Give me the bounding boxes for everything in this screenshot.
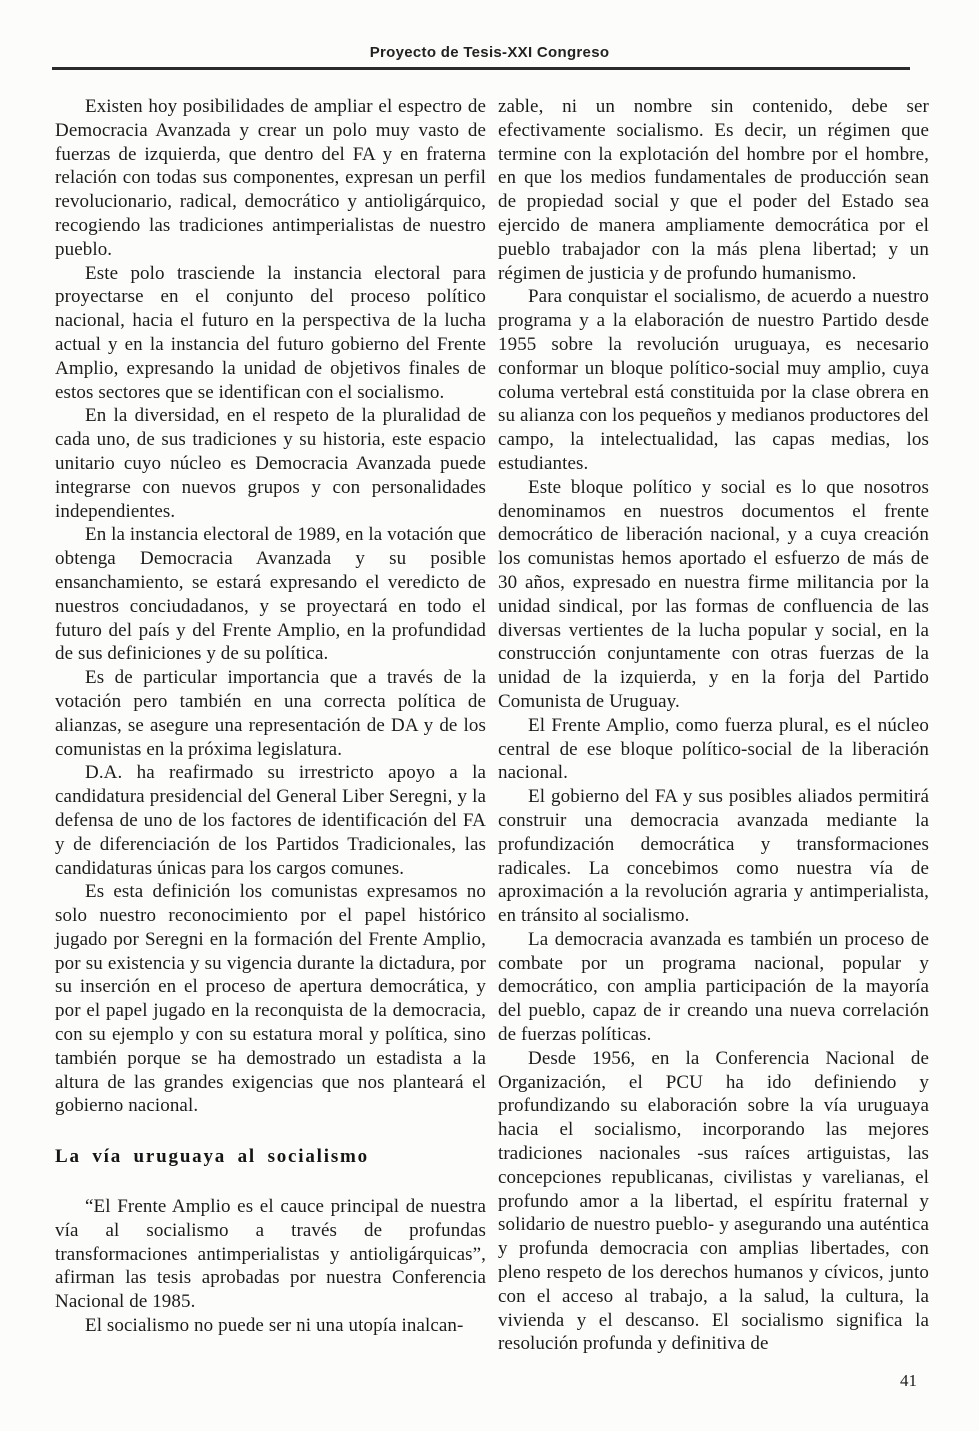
paragraph: Este polo trasciende la instancia electoral para proyectarse en el conjunto del proceso político nacional, hacia el futuro en la perspectiva de la lucha actual y en la instancia del futuro gobierno del Frente Amplio, expresando la unidad de objetivos finales de estos sectores que se identifican con el socialismo. [55,262,486,403]
paragraph: El socialismo no puede ser ni una utopía inalcan- [85,1315,464,1337]
paragraph: zable, ni un nombre sin contenido, debe ser efectivamente socialismo. Es decir, un régimen que termine con la explotación del hombre por el hombre, en que los medios fundamentales de producción sean de propiedad social y que el poder del Estado sea ejercido de manera ampliamente democrática por el pueblo trabajador con la más plena libertad; y un régimen de justicia y de profundo humanismo. [498,96,929,284]
paragraph: D.A. ha reafirmado su irrestricto apoyo a la candidatura presidencial del General Liber Seregni, y la defensa de uno de los factores de identificación del FA y de diferenciación de los Partidos Tradicionales, las candidaturas únicas para los cargos comunes. [55,762,486,879]
left-column [55,95,486,1356]
paragraph: El Frente Amplio, como fuerza plural, es el núcleo central de ese bloque político-social de la liberación nacional. [498,714,929,784]
paragraph: El gobierno del FA y sus posibles aliados permitirá construir una democracia avanzada mediante la profundización democrática y transformaciones radicales. La concebimos como nuestra vía de aproximación a la revolución agraria y antimperialista, en tránsito al socialismo. [498,786,929,927]
paragraph: “El Frente Amplio es el cauce principal de nuestra vía al socialismo a través de profundas transformaciones antimperialistas y antioligárquicas”, afirman las tesis aprobadas por nuestra Conferencia Nacional de 1985. [55,1196,486,1313]
paragraph: En la instancia electoral de 1989, en la votación que obtenga Democracia Avanzada y su posible ensanchamiento, se estará expresando el veredicto de nuestros conciudadanos, y se proyectará en todo el futuro del país y del Frente Amplio, en la profundidad de sus definiciones y de su política. [55,524,486,665]
paragraph: Para conquistar el socialismo, de acuerdo a nuestro programa y a la elaboración de nuestro Partido desde 1955 sobre la revolución uruguaya, es necesario conformar un bloque político-social muy amplio, cuya columa vertebral está constituida por la clase obrera en su alianza con los pequeños y medianos productores del campo, la intelectualidad, las capas medias, los estudiantes. [498,286,929,474]
paragraph: Existen hoy posibilidades de ampliar el espectro de Democracia Avanzada y crear un polo muy vasto de fuerzas de izquierda, que dentro del FA y en fraterna relación con todas sus componentes, expresan un perfil revolucionario, radical, democrático y antioligárquico, recogiendo las tradiciones antimperialistas de nuestro pueblo. [55,96,486,260]
paragraph: Desde 1956, en la Conferencia Nacional de Organización, el PCU ha ido definiendo y profundizando su elaboración sobre la vía uruguaya hacia el socialismo, incorporando las mejores tradiciones nacionales -sus raíces artiguistas, las concepciones republicanas, civilistas y varelianas, el profundo amor a la libertad, el espíritu fraternal y solidario de nuestro pueblo- y asegurando una auténtica y profunda democracia con amplias libertades, con pleno respeto de los derechos humanos y cívicos, junto con el acceso al trabajo, a la salud, la cultura, la vivienda y el descanso. El socialismo significa la resolución profunda y definitiva de [498,1047,929,1355]
right-column [498,95,929,1356]
page-number: 41 [900,1371,917,1390]
paragraph: La democracia avanzada es también un proceso de combate por un programa nacional, popular y democrático, con amplia participación de la mayoría del pueblo, capaz de ir creando una nueva correlación de fuerzas políticas. [498,928,929,1046]
paragraph: Es de particular importancia que a través de la votación pero también en una correcta política de alianzas, se asegure una representación de DA y de los comunistas en la próxima legislatura. [55,667,486,760]
section-heading: La vía uruguaya al socialismo [55,1146,369,1168]
running-header-title: Proyecto de Tesis-XXI Congreso [369,44,610,61]
paragraph: Es esta definición los comunistas expresamos no solo nuestro reconocimiento por el papel histórico jugado por Seregni en la formación del Frente Amplio, por su existencia y su vigencia durante la dictadura, por su inserción en el proceso de apertura democrática, y por el papel jugado en la reconquista de la democracia, con su ejemplo y con su estatura moral y política, sino también porque se ha demostrado un estadista a la altura de las grandes exigencias que nos planteará el gobierno nacional. [55,881,486,1117]
paragraph: En la diversidad, en el respeto de la pluralidad de cada uno, de sus tradiciones y su historia, este espacio unitario cuyo núcleo es Democracia Avanzada puede integrarse con nuevos grupos y con personalidades independientes. [55,405,486,522]
two-column-body [0,70,979,1356]
paragraph: Este bloque político y social es lo que nosotros denominamos en nuestros documentos el frente democrático de liberación nacional, y a cuya creación los comunistas hemos aportado el esfuerzo de más de 30 años, expresado en nuestra firme militancia por la unidad sindical, por las formas de confluencia de las diversas vertientes de la lucha popular y social, en la construcción conjuntamente con otras fuerzas de la unidad de la izquierda, y en la forja del Partido Comunista de Uruguay. [498,476,929,712]
page-header [0,0,979,70]
